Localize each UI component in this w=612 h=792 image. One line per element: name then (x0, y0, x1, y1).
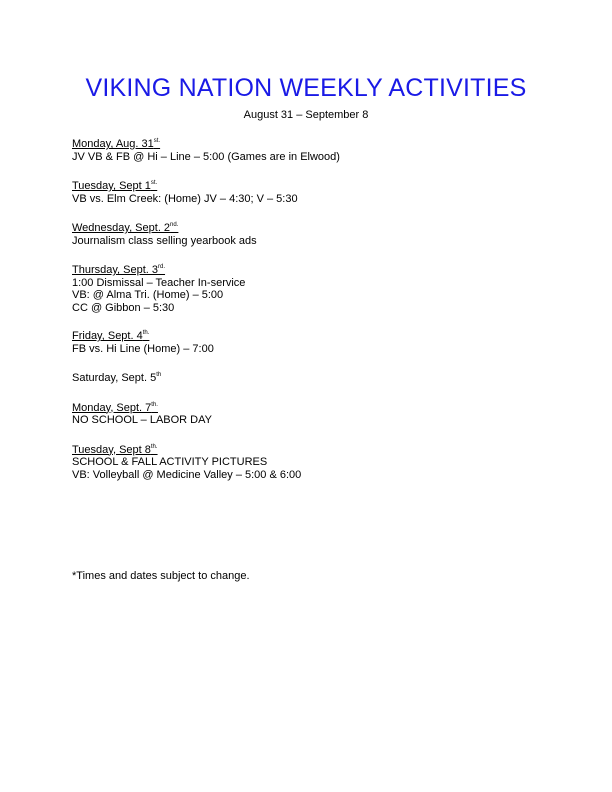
activity-line: JV VB & FB @ Hi – Line – 5:00 (Games are in Elwood) (72, 150, 340, 163)
day-heading (72, 372, 552, 385)
date-range: August 31 – September 8 (243, 109, 369, 121)
day-heading-date: Monday, Sept. 7 (72, 401, 152, 414)
day-heading-text (72, 444, 158, 456)
day-heading (72, 330, 552, 343)
day-block (72, 372, 552, 385)
day-heading-text (72, 330, 149, 342)
day-block (72, 222, 552, 247)
activity-line: VB vs. Elm Creek: (Home) JV – 4:30; V – 5:30 (72, 192, 298, 205)
day-heading-date: Friday, Sept. 4 (72, 330, 143, 342)
activity-line: VB: @ Alma Tri. (Home) – 5:00 (72, 289, 224, 301)
day-heading-text (72, 138, 160, 150)
day-heading-text (72, 222, 178, 234)
day-heading (72, 138, 552, 151)
activity-line: 1:00 Dismissal – Teacher In-service (72, 276, 246, 289)
day-heading-text (72, 180, 157, 192)
day-heading-date: Tuesday, Sept 8 (72, 443, 151, 456)
day-heading (72, 222, 552, 235)
activity-schedule (72, 138, 552, 481)
day-heading (72, 402, 552, 415)
day-heading (72, 180, 552, 193)
day-heading-suffix: nd. (170, 222, 179, 228)
activity-line: Journalism class selling yearbook ads (72, 234, 257, 247)
document-title: VIKING NATION WEEKLY ACTIVITIES (85, 74, 527, 102)
footnote: *Times and dates subject to change. (72, 570, 250, 582)
day-heading-text (72, 264, 165, 276)
day-heading-date: Monday, Aug. 31 (72, 138, 154, 150)
day-heading (72, 264, 552, 277)
activity-line: NO SCHOOL – LABOR DAY (72, 414, 212, 426)
day-heading-suffix: th. (150, 443, 158, 450)
day-block (72, 264, 552, 314)
day-heading-suffix: th. (151, 401, 158, 408)
day-heading-suffix: rd. (158, 264, 166, 270)
day-heading-suffix: th (156, 372, 162, 378)
day-heading-suffix: th. (142, 330, 150, 336)
day-heading-suffix: st. (153, 138, 161, 144)
activity-line: VB: Volleyball @ Medicine Valley – 5:00 & 6:00 (72, 468, 302, 481)
day-block (72, 330, 552, 355)
activity-line: FB vs. Hi Line (Home) – 7:00 (72, 342, 214, 355)
day-heading-date: Saturday, Sept. 5 (72, 372, 157, 384)
day-heading-text (72, 372, 161, 384)
activity-line: SCHOOL & FALL ACTIVITY PICTURES (72, 456, 268, 468)
day-heading-suffix: st. (150, 180, 158, 186)
day-heading-date: Wednesday, Sept. 2 (72, 222, 171, 234)
day-block (72, 402, 552, 427)
day-block (72, 138, 552, 163)
day-heading (72, 444, 552, 457)
day-heading-text (72, 402, 158, 414)
day-heading-date: Tuesday, Sept 1 (72, 180, 151, 192)
day-heading-date: Thursday, Sept. 3 (72, 264, 159, 276)
day-block (72, 180, 552, 205)
activity-line: CC @ Gibbon – 5:30 (72, 301, 175, 314)
day-block (72, 444, 552, 482)
